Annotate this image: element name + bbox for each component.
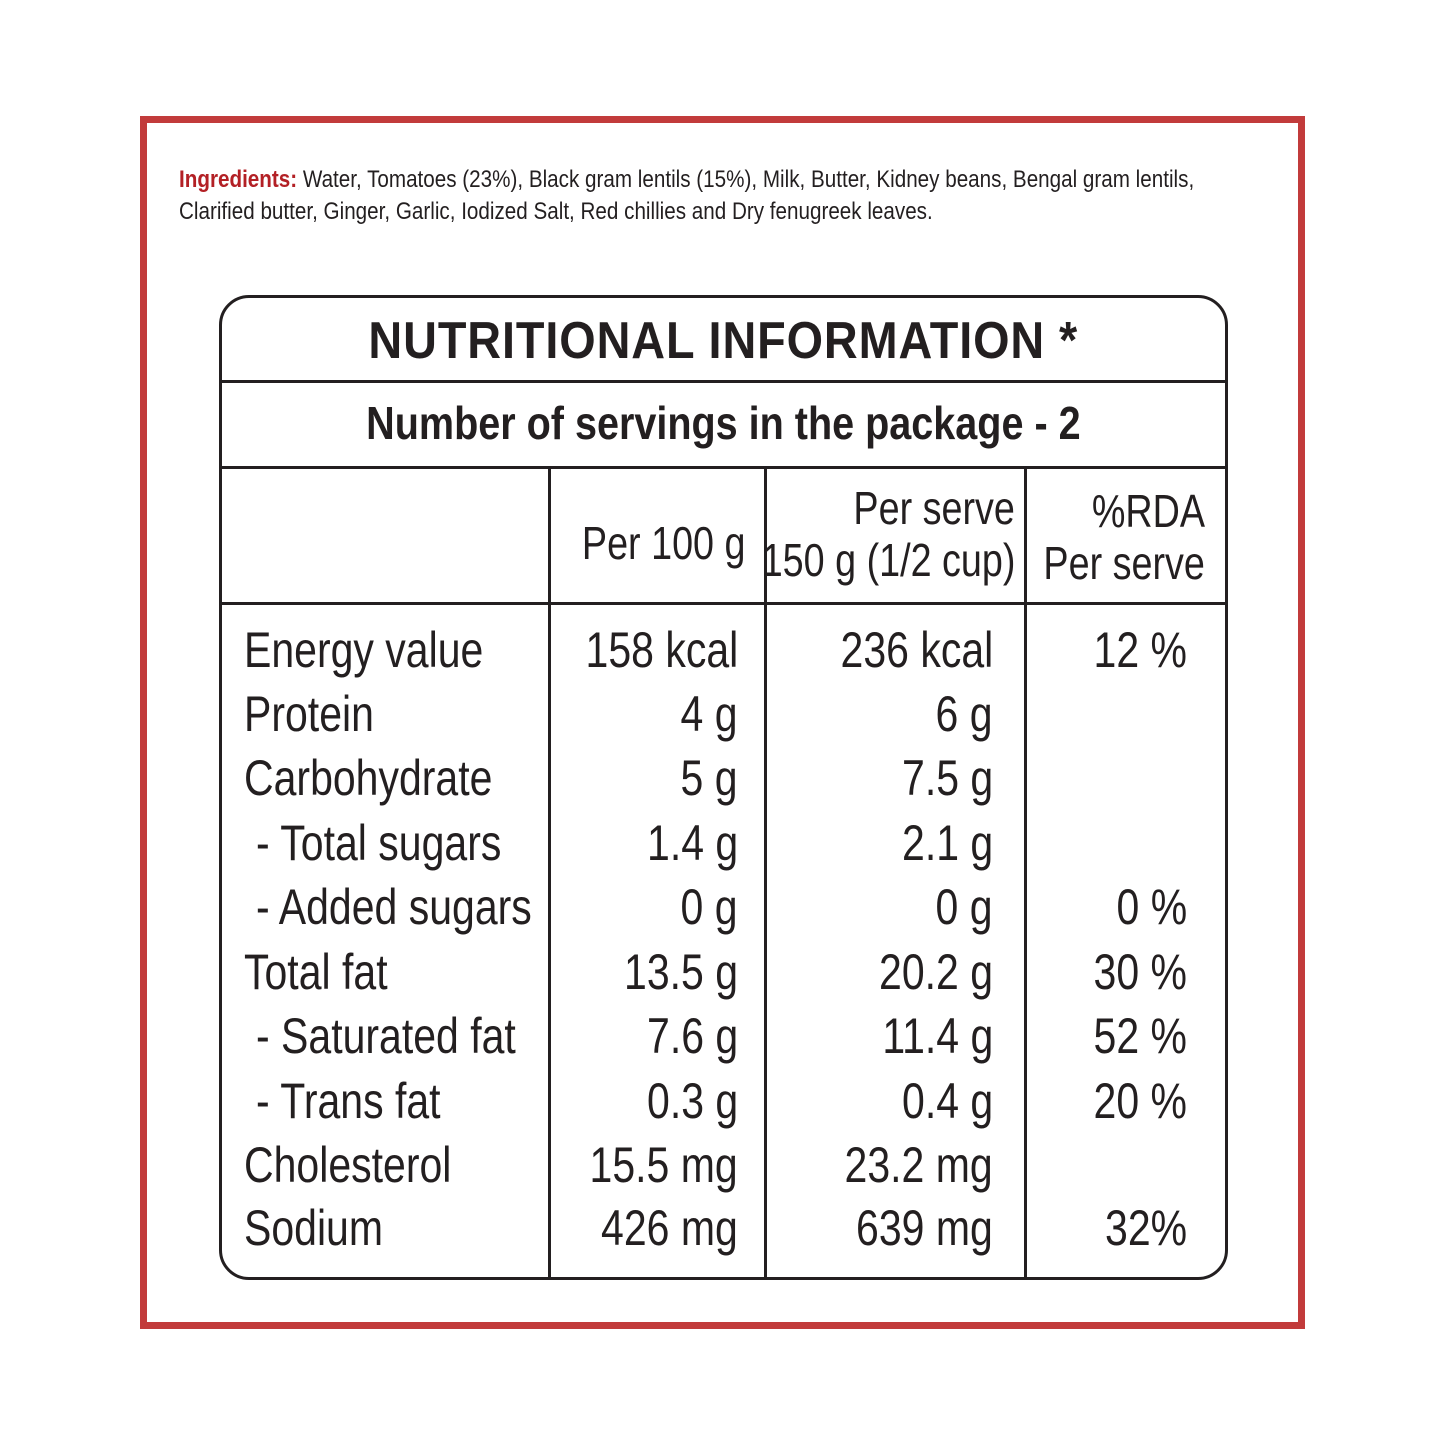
table-row [222, 875, 1225, 939]
per-100g-value: 0.3 g [646, 1073, 738, 1129]
per-100g-value: 426 mg [601, 1200, 738, 1256]
table-row [222, 746, 1225, 810]
nutrient-name: Protein [244, 686, 374, 742]
header-per-100g-text: Per 100 g [581, 517, 745, 569]
divider [222, 466, 1225, 469]
rda-value: 30 % [1093, 944, 1187, 1000]
table-row [222, 1069, 1225, 1133]
table-row [222, 1133, 1225, 1197]
servings-text [222, 388, 1225, 458]
nutrient-name: - Trans fat [256, 1073, 441, 1129]
per-serve-value: 236 kcal [840, 622, 993, 678]
table-row [222, 1004, 1225, 1068]
per-serve-value: 0 g [935, 879, 993, 935]
table-row [222, 682, 1225, 746]
table-row [222, 940, 1225, 1004]
per-serve-value: 2.1 g [901, 815, 993, 871]
nutrient-name: Energy value [244, 622, 484, 678]
table-row [222, 811, 1225, 875]
nutrient-name: Total fat [244, 944, 388, 1000]
per-serve-value: 23.2 mg [844, 1137, 993, 1193]
rda-value: 0 % [1116, 879, 1187, 935]
header-rda-line2: Per serve [1043, 537, 1205, 589]
table-row [222, 1196, 1225, 1260]
ingredients-line-2: Clarified butter, Ginger, Garlic, Iodized Salt, Red chillies and Dry fenugreek leaves. [179, 198, 933, 225]
per-100g-value: 15.5 mg [589, 1137, 738, 1193]
servings-value: Number of servings in the package - 2 [366, 397, 1081, 449]
nutrient-name: - Saturated fat [256, 1008, 516, 1064]
ingredients-list-1: Water, Tomatoes (23%), Black gram lentils (15%), Milk, Butter, Kidney beans, Bengal gram lentils, [297, 166, 1195, 193]
nutrient-name: - Total sugars [256, 815, 502, 871]
header-rda [1008, 485, 1205, 589]
per-100g-value: 7.6 g [646, 1008, 738, 1064]
nutrition-table [219, 295, 1228, 1280]
ingredients-text [179, 164, 1288, 228]
ingredients-label: Ingredients: [179, 166, 298, 193]
header-per-serve-line1: Per serve [853, 482, 1015, 534]
nutrition-title [222, 306, 1225, 376]
header-per-serve-line2: 150 g (1/2 cup) [761, 534, 1015, 586]
nutrient-name: Sodium [244, 1200, 384, 1256]
per-100g-value: 1.4 g [646, 815, 738, 871]
nutrient-name: Cholesterol [244, 1137, 452, 1193]
table-row [222, 618, 1225, 682]
header-per-serve [706, 482, 1015, 586]
ingredients-line-1 [179, 164, 1288, 196]
rda-value: 20 % [1093, 1073, 1187, 1129]
nutrition-title-text: NUTRITIONAL INFORMATION * [368, 312, 1079, 370]
per-serve-value: 20.2 g [879, 944, 993, 1000]
per-100g-value: 158 kcal [585, 622, 738, 678]
per-serve-value: 639 mg [856, 1200, 993, 1256]
per-100g-value: 5 g [680, 750, 738, 806]
per-serve-value: 0.4 g [901, 1073, 993, 1129]
per-serve-value: 11.4 g [882, 1008, 993, 1064]
divider [222, 380, 1225, 383]
nutrient-name: - Added sugars [256, 879, 532, 935]
divider [222, 602, 1225, 605]
per-serve-value: 7.5 g [901, 750, 993, 806]
header-rda-line1: %RDA [1091, 485, 1205, 537]
nutrient-name: Carbohydrate [244, 750, 493, 806]
rda-value: 32% [1104, 1200, 1187, 1256]
per-100g-value: 4 g [680, 686, 738, 742]
per-100g-value: 0 g [680, 879, 738, 935]
per-serve-value: 6 g [935, 686, 993, 742]
per-100g-value: 13.5 g [624, 944, 738, 1000]
rda-value: 12 % [1093, 622, 1187, 678]
rda-value: 52 % [1093, 1008, 1187, 1064]
